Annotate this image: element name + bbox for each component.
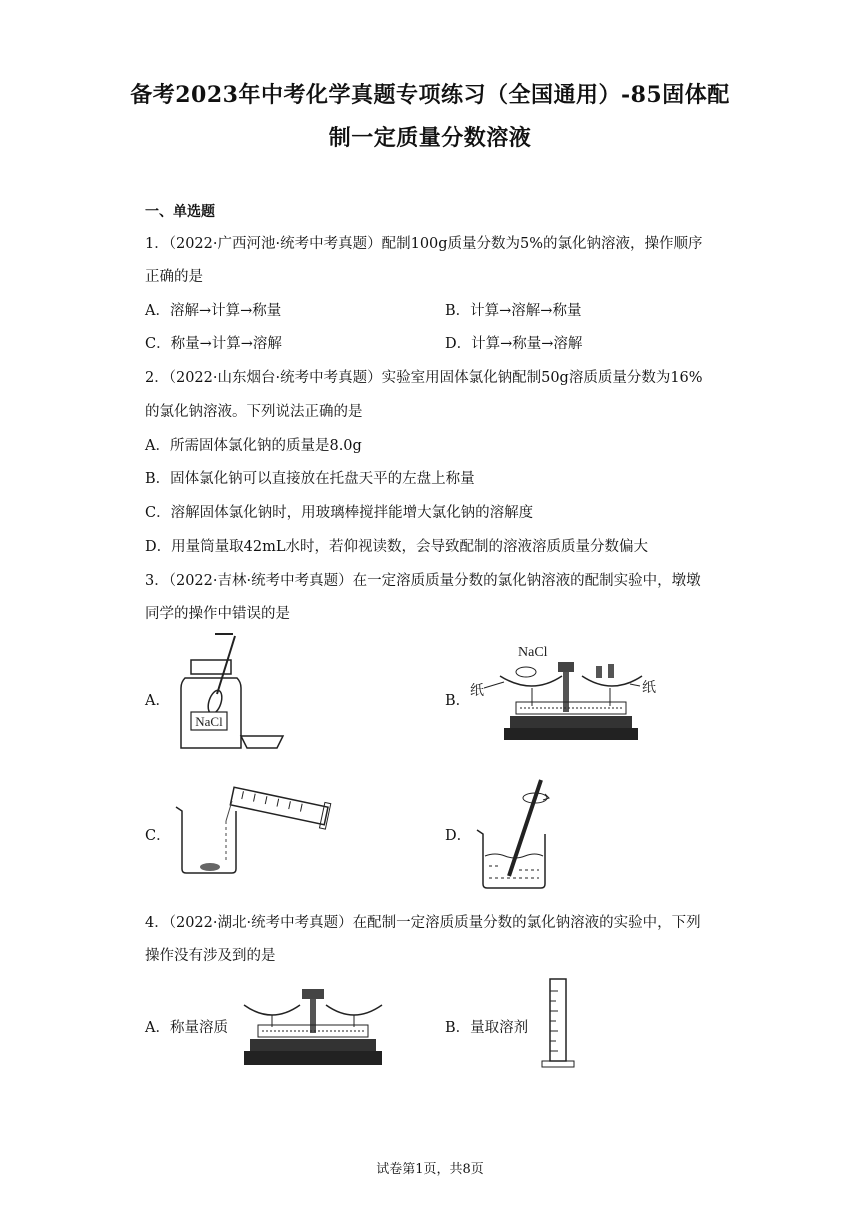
q4-option-a-label: A．称量溶质	[145, 1020, 228, 1036]
svg-text:NaCl: NaCl	[518, 645, 548, 660]
q4-stem-line-1: 4．（2022·湖北·统考中考真题）在配制一定溶质质量分数的氯化钠溶液的实验中，下列	[145, 915, 701, 931]
section-heading: 一、单选题	[145, 204, 215, 220]
q4-option-b-label: B．量取溶剂	[445, 1020, 529, 1036]
svg-text:纸: 纸	[470, 684, 484, 699]
q1-option-c: C．称量→计算→溶解	[145, 336, 282, 352]
q3-option-c-label: C．	[145, 828, 171, 844]
q3-option-d-stirring-image	[475, 776, 575, 892]
q2-option-b: B．固体氯化钠可以直接放在托盘天平的左盘上称量	[145, 471, 475, 487]
document-title-line-2: 制一定质量分数溶液	[328, 125, 532, 151]
q3-option-b-balance-image	[470, 640, 665, 746]
q1-option-b: B．计算→溶解→称量	[445, 303, 582, 319]
q3-stem-line-1: 3．（2022·吉林·统考中考真题）在一定溶质质量分数的氯化钠溶液的配制实验中，墩墩	[145, 573, 701, 589]
q1-stem-line-1: 1．（2022·广西河池·统考中考真题）配制100g质量分数为5%的氯化钠溶液，操作顺序	[145, 236, 703, 252]
q4-stem-line-2: 操作没有涉及到的是	[145, 948, 276, 964]
q2-option-c: C．溶解固体氯化钠时，用玻璃棒搅拌能增大氯化钠的溶解度	[145, 505, 534, 521]
q1-option-a: A．溶解→计算→称量	[145, 303, 282, 319]
q4-option-a-balance-image	[238, 985, 388, 1071]
q3-option-a-nacl-label: NaCl	[195, 714, 223, 729]
q1-stem-line-2: 正确的是	[145, 269, 203, 285]
q2-option-a: A．所需固体氯化钠的质量是8.0g	[145, 438, 362, 454]
q3-stem-line-2: 同学的操作中错误的是	[145, 606, 290, 622]
q2-stem-line-2: 的氯化钠溶液。下列说法正确的是	[145, 404, 363, 420]
q2-option-d: D．用量筒量取42mL水时，若仰视读数，会导致配制的溶液溶质质量分数偏大	[145, 539, 648, 555]
page-footer: 试卷第1页，共8页	[376, 1162, 484, 1177]
q3-option-b-label: B．	[445, 693, 471, 709]
q3-option-a-reagent-bottle-image	[175, 632, 295, 754]
q1-option-d: D．计算→称量→溶解	[445, 336, 583, 352]
q3-option-d-label: D．	[445, 828, 472, 844]
svg-text:纸: 纸	[642, 681, 656, 696]
q3-option-a-label: A．	[145, 693, 170, 709]
q3-option-c-pouring-image	[172, 777, 337, 875]
q4-option-b-graduated-cylinder-image	[540, 975, 580, 1071]
document-title-line-1: 备考2023年中考化学真题专项练习（全国通用）-85固体配	[130, 82, 730, 108]
q2-stem-line-1: 2．（2022·山东烟台·统考中考真题）实验室用固体氯化钠配制50g溶质质量分数为16%	[145, 370, 703, 386]
